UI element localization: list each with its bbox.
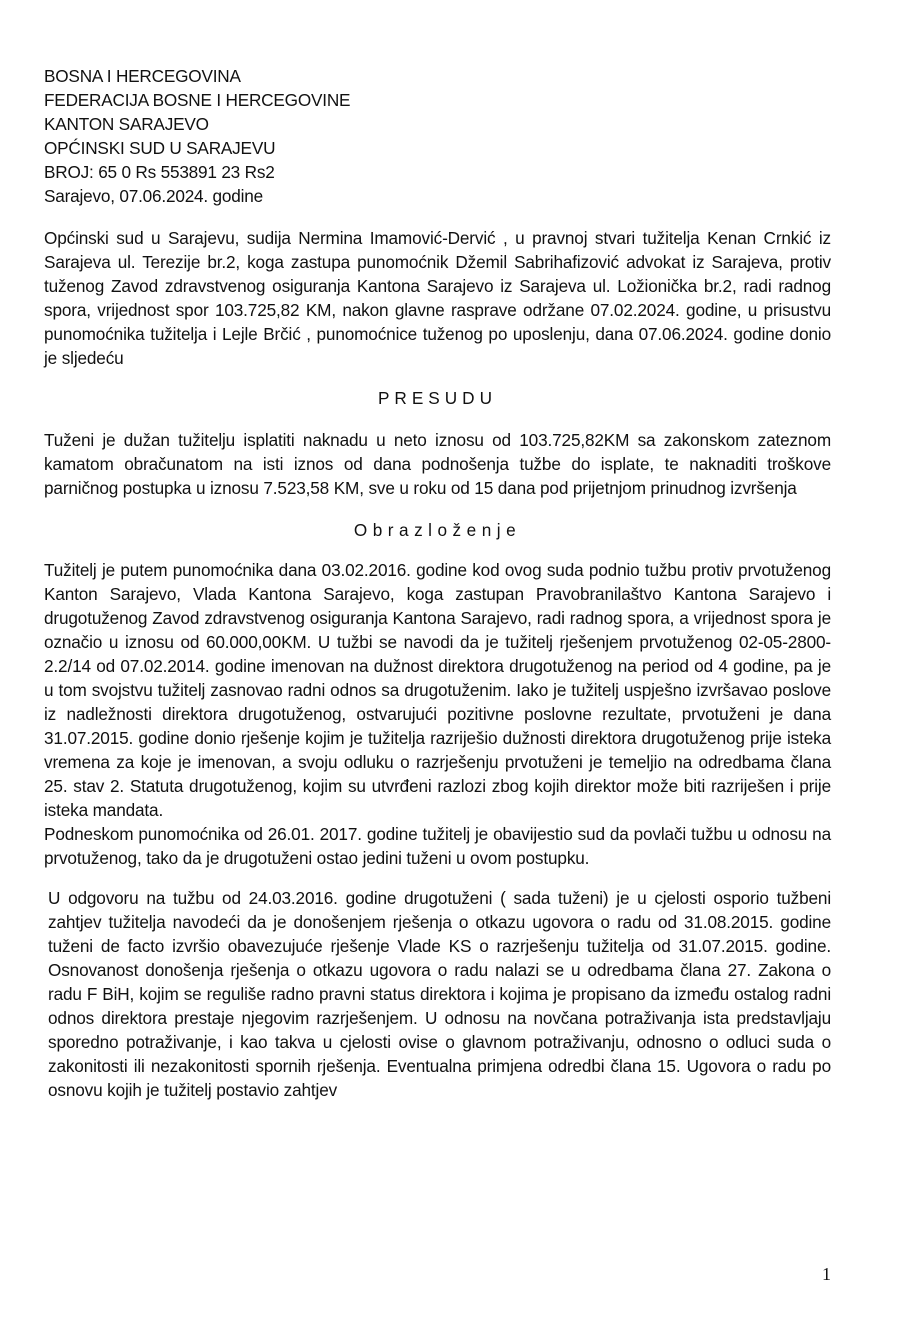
court-header: [44, 64, 831, 208]
header-case-number: BROJ: 65 0 Rs 553891 23 Rs2: [44, 162, 275, 182]
header-federation: FEDERACIJA BOSNE I HERCEGOVINE: [44, 90, 351, 110]
reasoning-heading: Obrazloženje: [353, 520, 522, 540]
reasoning-paragraph-1: Tužitelj je putem punomoćnika dana 03.02.2016. godine kod ovog suda podnio tužbu protiv prvotuženog Kanton Sarajevo, Vlada Kantona Sarajevo, koga zastupan Pravobranilaštvo Kantona Sarajevo i drugotuženog Zavod zdravstvenog osiguranja Kantona Sarajevo, radi radnog spora, a vrijednost spora je označio u iznosu od 60.000,00KM. U tužbi se navodi da je tužitelj rješenjem prvotuženog 02-05-2800-2.2/14 od 07.02.2014. godine imenovan na dužnost direktora drugotuženog na period od 4 godine, pa je u tom svojstvu tužitelj zasnovao radni odnos sa drugotuženim. Iako je tužitelj uspješno izvršavao poslove iz nadležnosti direktora drugotuženog, ostvarujući pozitivne poslovne rezultate, prvotuženi je dana 31.07.2015. godine donio rješenje kojim je tužitelja razriješio dužnosti direktora drugotuženog prije isteka vremena za koje je imenovan, a svoju odluku o razrješenju prvotuženi je temeljio na odredbama člana 25. stav 2. Statuta drugotuženog, kojim su utvrđeni razlozi zbog kojih direktor može biti razriješen i prije isteka mandata.: [44, 560, 831, 820]
header-canton: KANTON SARAJEVO: [44, 114, 209, 134]
header-country: BOSNA I HERCEGOVINA: [44, 66, 241, 86]
intro-paragraph: Općinski sud u Sarajevu, sudija Nermina Imamović-Dervić , u pravnoj stvari tužitelja Kenan Crnkić iz Sarajeva ul. Terezije br.2, koga zastupa punomoćnik Džemil Sabrihafizović advokat iz Sarajeva, protiv tuženog Zavod zdravstvenog osiguranja Kantona Sarajevo iz Sarajeva ul. Ložionička br.2, radi radnog spora, vrijednost spor 103.725,82 KM, nakon glavne rasprave održane 07.02.2024. godine, u prisustvu punomoćnika tužitelja i Lejle Brčić , punomoćnice tuženog po uposlenju, dana 07.06.2024. godine donio je sljedeću: [44, 228, 831, 368]
verdict-heading: PRESUDU: [377, 388, 498, 408]
header-place-date: Sarajevo, 07.06.2024. godine: [44, 186, 263, 206]
reasoning-paragraph-2: Podneskom punomoćnika od 26.01. 2017. godine tužitelj je obavijestio sud da povlači tužbu u odnosu na prvotuženog, tako da je drugotuženi ostao jedini tuženi u ovom postupku.: [44, 824, 831, 868]
page-number: 1: [822, 1264, 831, 1284]
document-page: [44, 64, 831, 1102]
reasoning-paragraph-3: U odgovoru na tužbu od 24.03.2016. godine drugotuženi ( sada tuženi) je u cjelosti osporio tužbeni zahtjev tužitelja navodeći da je donošenjem rješenja o otkazu ugovora o radu od 31.08.2015. godine tuženi de facto izvršio obavezujuće rješenje Vlade KS o razrješenju tužitelja od 31.07.2015. godine. Osnovanost donošenja rješenja o otkazu ugovora o radu nalazi se u odredbama člana 27. Zakona o radu F BiH, kojim se reguliše radno pravni status direktora i kojima je propisano da između ostalog radni odnos direktora prestaje njegovim razrješenjem. U odnosu na novčana potraživanja ista predstavljaju sporedno potraživanje, i kao takva u cjelosti ovise o glavnom potraživanju, odnosno o odluci suda o zakonitosti ili nezakonitosti spornih rješenja. Eventualna primjena odredbi člana 15. Ugovora o radu po osnovu kojih je tužitelj postavio zahtjev: [48, 888, 831, 1100]
verdict-paragraph: Tuženi je dužan tužitelju isplatiti naknadu u neto iznosu od 103.725,82KM sa zakonskom zateznom kamatom obračunatom na isti iznos od dana podnošenja tužbe do isplate, te naknaditi troškove parničnog postupka u iznosu 7.523,58 KM, sve u roku od 15 dana pod prijetnjom prinudnog izvršenja: [44, 430, 831, 498]
header-court: OPĆINSKI SUD U SARAJEVU: [44, 138, 276, 158]
